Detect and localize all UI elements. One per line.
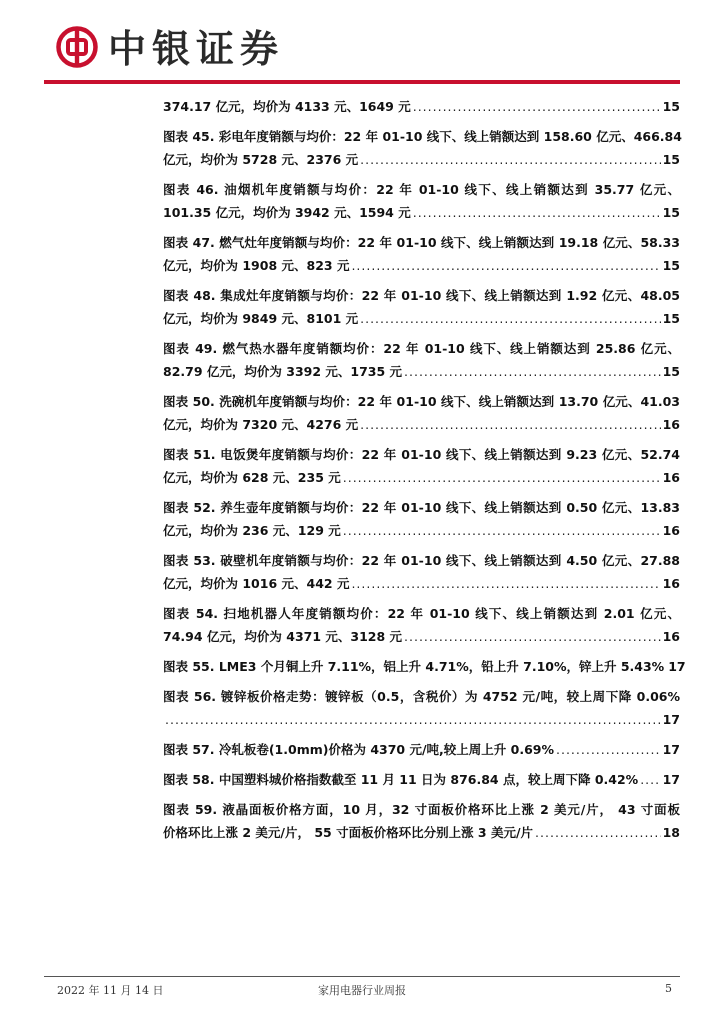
toc-page-number: 17 — [662, 772, 680, 787]
toc-entry-text: 图表 48. 集成灶年度销额与均价：22 年 01-10 线下、线上销额达到 1.92 亿元、48.05 — [163, 288, 680, 303]
toc-page-number: 16 — [662, 523, 680, 538]
toc-entry-line — [163, 768, 680, 791]
toc-entry-line — [163, 443, 680, 466]
toc-page-number: 15 — [662, 364, 680, 379]
toc-entry-text: 图表 59. 液晶面板价格方面，10 月，32 寸面板价格环比上涨 2 美元/片， 43 寸面板 — [163, 802, 680, 817]
toc-entry-line — [163, 95, 680, 118]
toc-entry[interactable] — [163, 768, 680, 791]
toc-dot-leader — [351, 572, 660, 595]
toc-page-number: 16 — [662, 576, 680, 591]
toc-page-number: 15 — [662, 99, 680, 114]
toc-page-number: 15 — [662, 205, 680, 220]
toc-entry[interactable] — [163, 549, 680, 595]
toc-entry-text: 亿元，均价为 9849 元、8101 元 — [163, 311, 359, 326]
toc-entry-line — [163, 360, 680, 383]
toc-entry-line — [163, 307, 680, 330]
toc-entry-line — [163, 148, 680, 171]
toc-entry[interactable] — [163, 178, 680, 224]
toc-page-number: 15 — [662, 152, 680, 167]
toc-entry-text: 图表 54. 扫地机器人年度销额均价：22 年 01-10 线下、线上销额达到 2.01 亿元、 — [163, 606, 680, 621]
toc-page-number: 16 — [662, 470, 680, 485]
toc-page-number: 17 — [662, 742, 680, 757]
page-footer — [44, 982, 680, 998]
toc-entry-line — [163, 390, 680, 413]
toc-entry[interactable] — [163, 337, 680, 383]
toc-entry-line — [163, 602, 680, 625]
toc-entry-text: 图表 49. 燃气热水器年度销额均价：22 年 01-10 线下、线上销额达到 25.86 亿元、 — [163, 341, 680, 356]
toc-entry-line — [163, 284, 680, 307]
toc-entry-line — [163, 413, 680, 436]
report-title: 家用电器行业周报 — [318, 984, 406, 997]
brand-name: 中银证券 — [108, 26, 285, 71]
toc-page-number: 15 — [662, 311, 680, 326]
toc-entry-line — [163, 231, 680, 254]
report-date: 2022 年 11 月 14 日 — [57, 984, 164, 997]
toc-entry-line — [163, 655, 686, 678]
toc-dot-leader — [413, 95, 661, 118]
toc-entry-line — [163, 125, 680, 148]
toc-entry-text: 亿元，均价为 7320 元、4276 元 — [163, 417, 359, 432]
toc-entry-text: 图表 53. 破壁机年度销额与均价：22 年 01-10 线下、线上销额达到 4.50 亿元、27.88 — [163, 553, 680, 568]
toc-entry-text: 亿元，均价为 236 元、129 元 — [163, 523, 341, 538]
toc-entry[interactable] — [163, 798, 680, 844]
toc-entry-text: 图表 58. 中国塑料城价格指数截至 11 月 11 日为 876.84 点，较上周下降 0.42% — [163, 772, 639, 787]
toc-entry-line — [163, 178, 680, 201]
toc-entry-line — [163, 738, 680, 761]
toc-page-number: 16 — [662, 417, 680, 432]
toc-dot-leader — [360, 413, 660, 436]
toc-entry[interactable] — [163, 95, 680, 118]
toc-entry[interactable] — [163, 231, 680, 277]
bank-of-china-logo-icon — [56, 26, 98, 68]
toc-entry-text: 亿元，均价为 628 元、235 元 — [163, 470, 341, 485]
toc-dot-leader — [351, 254, 660, 277]
toc-entry-line — [163, 821, 680, 844]
toc-dot-leader — [404, 360, 661, 383]
toc-page-number: 18 — [662, 825, 680, 840]
page-number: 5 — [665, 982, 672, 995]
toc-entry-text: 图表 52. 养生壶年度销额与均价：22 年 01-10 线下、线上销额达到 0.50 亿元、13.83 — [163, 500, 680, 515]
toc-entry-text: 图表 57. 冷轧板卷(1.0mm)价格为 4370 元/吨,较上周上升 0.69% — [163, 742, 554, 757]
toc-entry-line — [163, 496, 680, 519]
toc-entry-text: 图表 51. 电饭煲年度销额与均价：22 年 01-10 线下、线上销额达到 9.23 亿元、52.74 — [163, 447, 680, 462]
toc-entry-line — [163, 798, 680, 821]
toc-dot-leader — [535, 821, 661, 844]
toc-dot-leader — [343, 519, 661, 542]
toc-entry[interactable] — [163, 738, 680, 761]
toc-entry-text: 图表 45. 彩电年度销额与均价：22 年 01-10 线下、线上销额达到 158.60 亿元、466.84 — [163, 129, 682, 144]
toc-entry-text: 亿元，均价为 5728 元、2376 元 — [163, 152, 359, 167]
toc-entry[interactable] — [163, 496, 680, 542]
toc-entry-line — [163, 337, 680, 360]
table-of-contents — [163, 95, 686, 851]
toc-dot-leader — [360, 148, 660, 171]
toc-entry-text: 101.35 亿元，均价为 3942 元、1594 元 — [163, 205, 411, 220]
toc-entry-text: 374.17 亿元，均价为 4133 元、1649 元 — [163, 99, 411, 114]
toc-page-number: 16 — [662, 629, 680, 644]
toc-page-number: 17 — [668, 659, 686, 674]
toc-entry[interactable] — [163, 602, 680, 648]
toc-entry-text: 74.94 亿元，均价为 4371 元、3128 元 — [163, 629, 403, 644]
toc-entry-text: 图表 46. 油烟机年度销额与均价：22 年 01-10 线下、线上销额达到 35.77 亿元、 — [163, 182, 680, 197]
toc-dot-leader — [343, 466, 661, 489]
toc-entry-line — [163, 549, 680, 572]
header-divider — [44, 80, 680, 84]
footer-divider — [44, 976, 680, 977]
toc-entry-text: 亿元，均价为 1908 元、823 元 — [163, 258, 350, 273]
toc-entry-line — [163, 572, 680, 595]
toc-entry-line — [163, 201, 680, 224]
toc-dot-leader — [404, 625, 661, 648]
toc-entry[interactable] — [163, 284, 680, 330]
toc-page-number: 17 — [662, 712, 680, 727]
toc-entry-text: 图表 56. 镀锌板价格走势：镀锌板（0.5，含税价）为 4752 元/吨，较上周下降 0.06% — [163, 689, 680, 704]
toc-entry-line — [163, 625, 680, 648]
toc-dot-leader — [413, 201, 661, 224]
toc-entry-text: 图表 55. LME3 个月铜上升 7.11%，铝上升 4.71%，铅上升 7.10%，锌上升 5.43% — [163, 659, 665, 674]
toc-entry-line — [163, 708, 680, 731]
toc-entry[interactable] — [163, 655, 686, 678]
toc-entry-text: 价格环比上涨 2 美元/片， 55 寸面板价格环比分别上涨 3 美元/片 — [163, 825, 534, 840]
toc-entry[interactable] — [163, 443, 680, 489]
toc-entry-text: 82.79 亿元，均价为 3392 元、1735 元 — [163, 364, 403, 379]
toc-entry-text: 图表 47. 燃气灶年度销额与均价：22 年 01-10 线下、线上销额达到 19.18 亿元、58.33 — [163, 235, 680, 250]
toc-page-number: 15 — [662, 258, 680, 273]
toc-entry-line — [163, 466, 680, 489]
toc-entry-line — [163, 685, 680, 708]
toc-entry-text: 亿元，均价为 1016 元、442 元 — [163, 576, 350, 591]
toc-dot-leader — [360, 307, 660, 330]
toc-dot-leader — [556, 738, 661, 761]
toc-entry-line — [163, 254, 680, 277]
toc-dot-leader — [640, 768, 660, 791]
toc-entry[interactable] — [163, 390, 680, 436]
toc-entry[interactable] — [163, 125, 680, 171]
toc-dot-leader — [165, 708, 661, 731]
page-header — [0, 0, 724, 84]
toc-entry-text: 图表 50. 洗碗机年度销额与均价：22 年 01-10 线下、线上销额达到 13.70 亿元、41.03 — [163, 394, 680, 409]
toc-entry-line — [163, 519, 680, 542]
toc-entry[interactable] — [163, 685, 680, 731]
